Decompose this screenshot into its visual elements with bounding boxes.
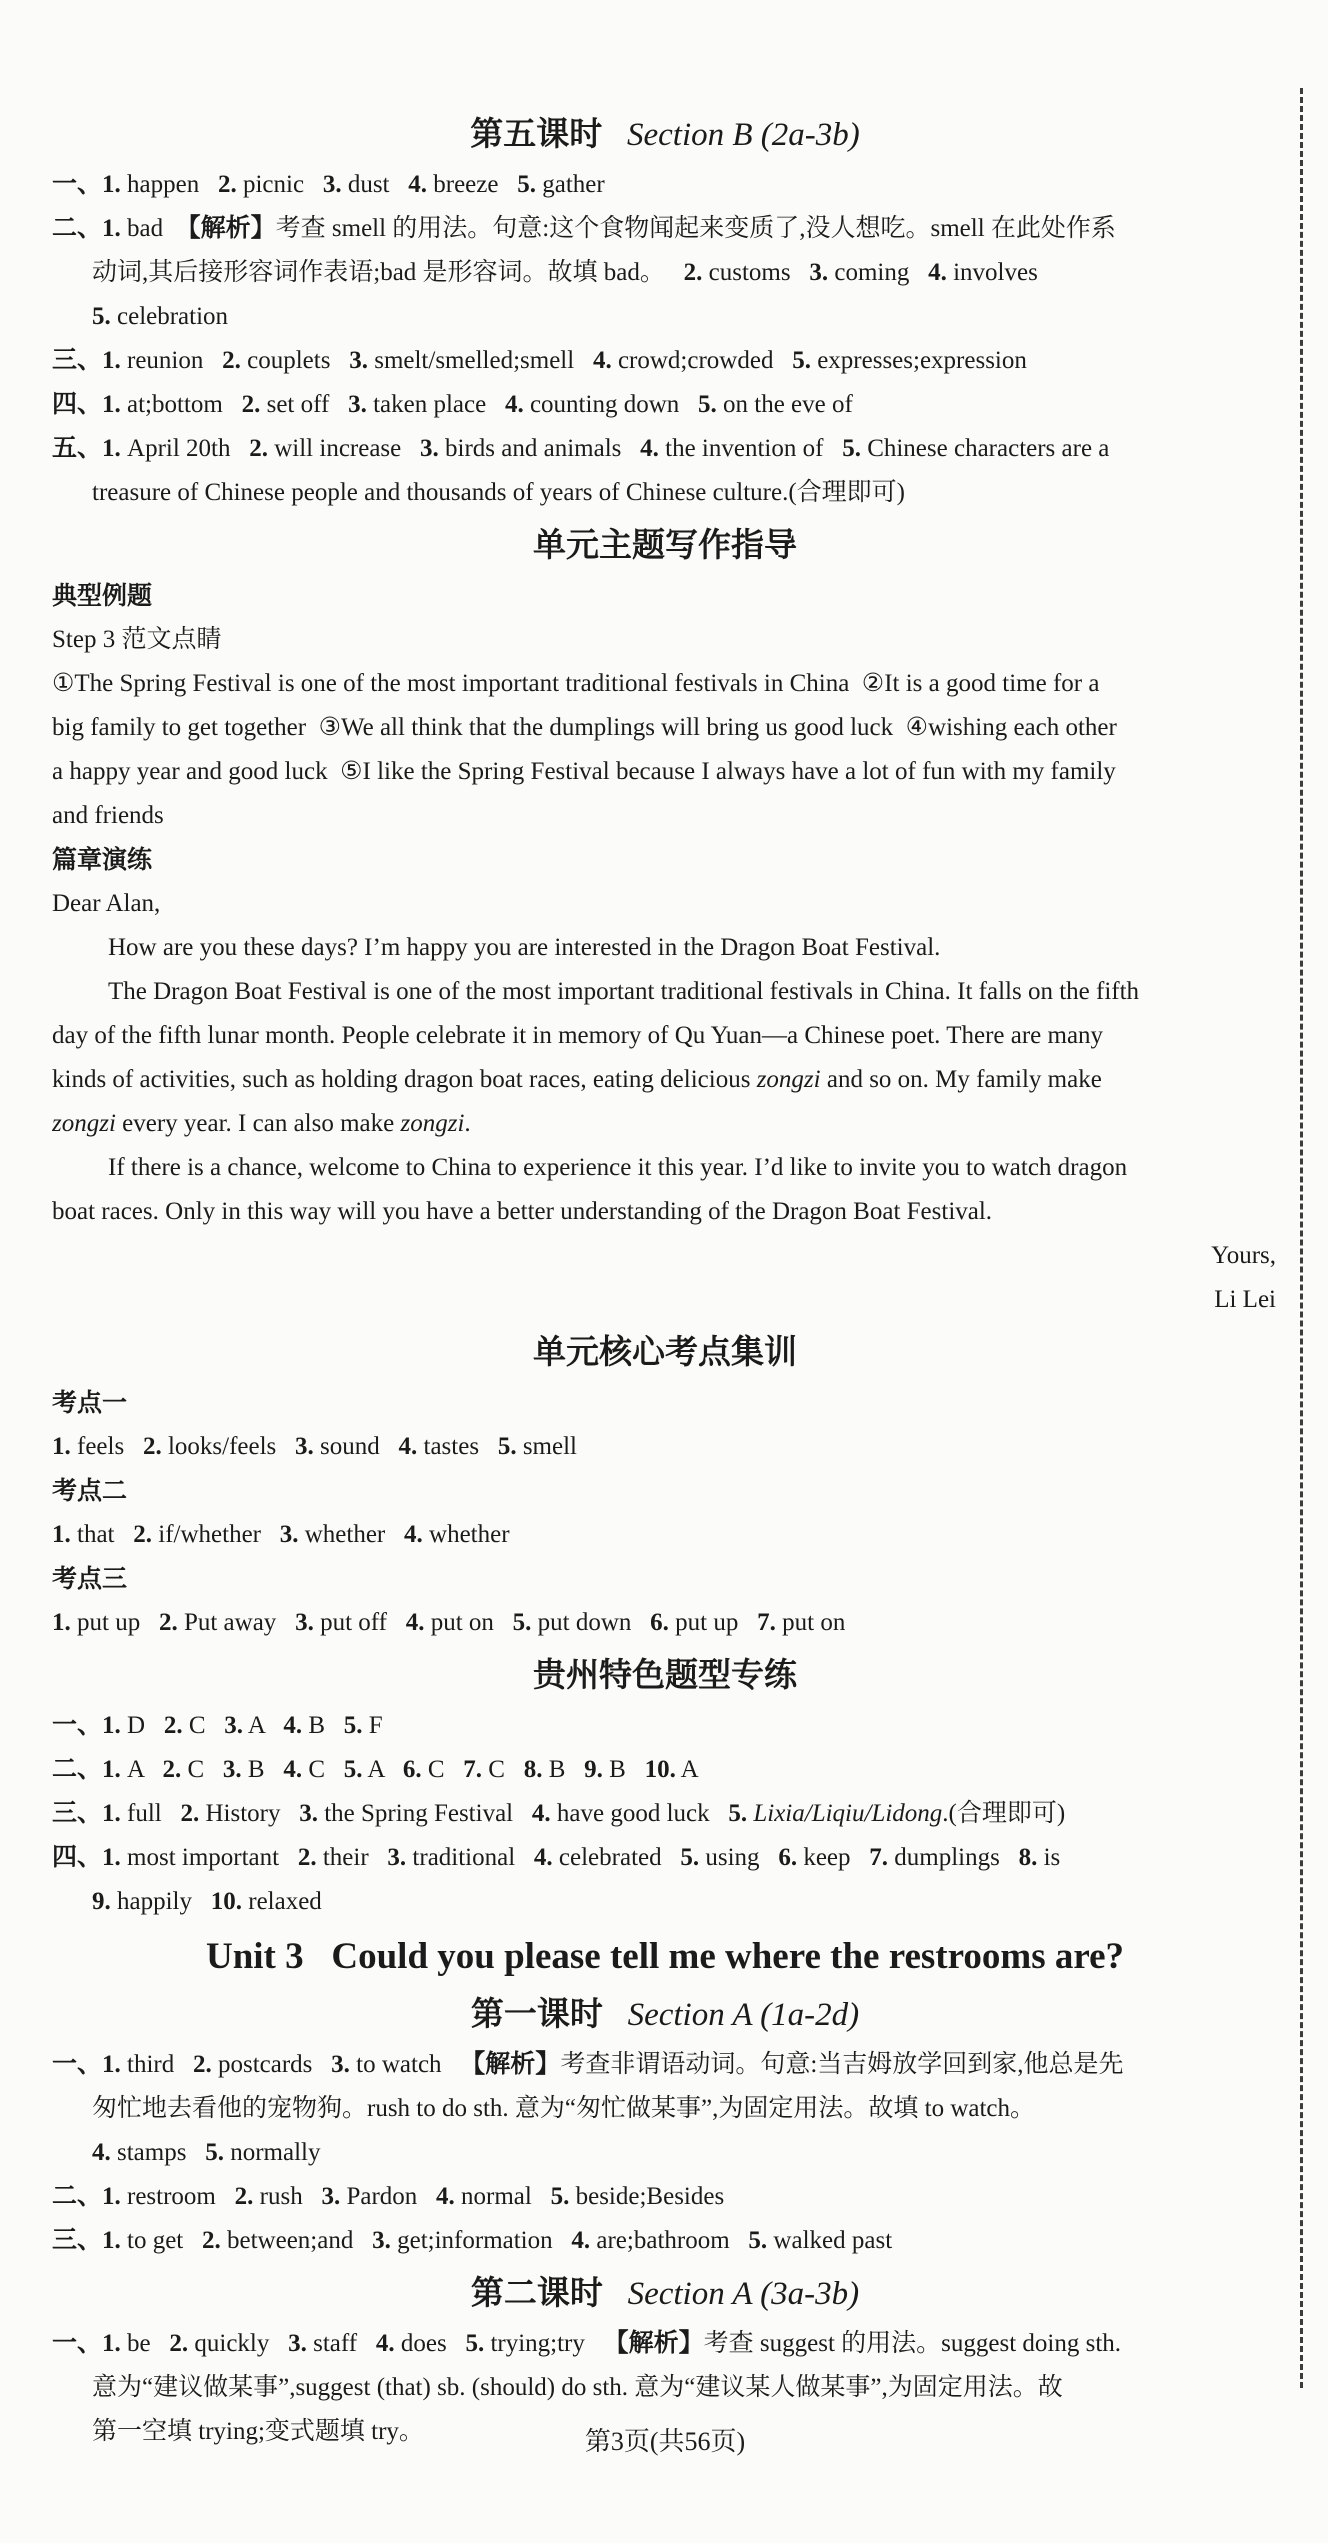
sec2-answers-line3 (52, 295, 1278, 339)
text-segment: Li Lei (1214, 1286, 1276, 1313)
text-segment: 5. (728, 1800, 748, 1827)
text-segment: 3. (809, 259, 829, 286)
text-segment: 三、 (52, 1800, 103, 1827)
text-segment: 1. (102, 1844, 121, 1871)
text-segment: 5. (680, 1844, 700, 1871)
text-segment: 3. (279, 1521, 299, 1548)
text-segment: 2. (249, 435, 268, 462)
typical-example-label (52, 574, 1278, 618)
text-segment: 5. (517, 171, 536, 198)
text-segment: boat races. Only in this way will you have a better understanding of the Dragon Boat Festival. (52, 1198, 993, 1225)
letter-para2-line2 (52, 1014, 1278, 1058)
text-segment: 2. (162, 1756, 182, 1783)
u3-sec1-answers-line2 (52, 2087, 1278, 2131)
u3-sec2-answers (52, 2175, 1278, 2219)
text-segment: 3. (224, 1712, 244, 1739)
text-segment: 1. (102, 1756, 121, 1783)
text-segment: 10. (210, 1888, 242, 1915)
text-segment: Lixia/Liqiu/Lidong (753, 1800, 943, 1827)
text-segment: couplets (240, 347, 350, 374)
text-segment: 一、 (52, 2330, 103, 2357)
text-segment: April 20th (120, 435, 250, 462)
text-segment: kinds of activities, such as holding dragon boat races, eating delicious (52, 1066, 757, 1093)
text-segment: happily (110, 1888, 211, 1915)
text-segment: will increase (267, 435, 421, 462)
text-segment: the Spring Festival (317, 1800, 532, 1827)
text-segment: dust (341, 171, 409, 198)
text-segment: Chinese characters are a (860, 435, 1110, 462)
text-segment: a happy year and good luck ⑤I like the Spring Festival because I always have a lot of fun with my family (52, 758, 1116, 785)
text-segment: 三、 (52, 2227, 103, 2254)
text-segment: 4. (405, 1609, 425, 1636)
sec3-answers (52, 339, 1278, 383)
text-segment: 【解析】 (460, 2051, 561, 2078)
text-segment: 1. (102, 2227, 121, 2254)
text-segment: normal (454, 2183, 551, 2210)
text-segment: rush (253, 2183, 322, 2210)
text-segment: 一、 (52, 1712, 103, 1739)
letter-signature (52, 1278, 1278, 1322)
text-segment: C (421, 1756, 464, 1783)
text-segment: put down (531, 1609, 651, 1636)
text-segment: coming (828, 259, 929, 286)
unit3-heading (52, 1930, 1278, 1984)
text-segment: 2. (297, 1844, 317, 1871)
text-segment: 4. (408, 171, 427, 198)
text-segment: 3. (295, 1433, 314, 1460)
text-segment: 4. (436, 2183, 455, 2210)
text-segment: 考查非谓语动词。句意:当吉姆放学回到家,他总是先 (560, 2051, 1124, 2078)
text-segment: restroom (120, 2183, 235, 2210)
text-segment: 2. (169, 2330, 189, 2357)
text-segment: 2. (202, 2227, 221, 2254)
text-segment: does (394, 2330, 466, 2357)
text-segment: B (241, 1756, 284, 1783)
text-segment: 意为“建议做某事”,suggest (that) sb. (should) do sth. 意为“建议某人做某事”,为固定用法。故 (92, 2374, 1063, 2401)
text-segment: celebrated (552, 1844, 681, 1871)
letter-salutation (52, 882, 1278, 926)
text-segment: 典型例题 (52, 582, 153, 610)
text-segment: 5. (343, 1712, 363, 1739)
text-segment: 1. (102, 171, 121, 198)
text-segment: the invention of (658, 435, 843, 462)
text-segment: that (70, 1521, 134, 1548)
text-segment: 3. (222, 1756, 242, 1783)
text-segment: crowd;crowded (611, 347, 793, 374)
text-segment: 7. (463, 1756, 482, 1783)
sec4-answers (52, 383, 1278, 427)
u3-sec3-answers (52, 2219, 1278, 2263)
text-segment: 五、 (52, 435, 103, 462)
text-segment: Pardon (340, 2183, 437, 2210)
text-segment: big family to get together ③We all think that the dumplings will bring us good luck ④wishing each other (52, 714, 1117, 741)
text-segment: 10. (644, 1756, 676, 1783)
text-segment: reunion (120, 347, 223, 374)
sec2-answers-line1 (52, 207, 1278, 251)
text-segment: traditional (406, 1844, 534, 1871)
text-segment: to watch (349, 2051, 461, 2078)
text-segment: 5. (550, 2183, 570, 2210)
text-segment: 1. (102, 347, 121, 374)
text-segment: A (243, 1712, 284, 1739)
sec2-answers-line2 (52, 251, 1278, 295)
text-segment: day of the fifth lunar month. People celebrate it in memory of Qu Yuan—a Chinese poet. There are many (52, 1022, 1104, 1049)
text-segment: 1. (102, 391, 121, 418)
text-segment: 2. (241, 391, 261, 418)
text-segment: 5. (205, 2139, 224, 2166)
text-segment: 7. (869, 1844, 889, 1871)
lesson1-heading (52, 1989, 1278, 2040)
text-segment: and friends (52, 802, 164, 829)
text-segment: counting down (523, 391, 698, 418)
text-segment: stamps (110, 2139, 206, 2166)
text-segment: 4. (640, 435, 659, 462)
text-segment: 2. (142, 1433, 162, 1460)
text-segment: 3. (295, 1609, 314, 1636)
text-segment: staff (306, 2330, 376, 2357)
text-segment: 5. (842, 435, 861, 462)
text-segment: 1. (52, 1433, 71, 1460)
text-segment: gather (535, 171, 605, 198)
text-segment: treasure of Chinese people and thousands of years of Chinese culture.(合理即可) (92, 479, 905, 506)
text-segment: postcards (211, 2051, 332, 2078)
text-segment: 动词,其后接形容词作表语;bad 是形容词。故填 bad。 (92, 259, 684, 286)
gz-sec1-answers (52, 1704, 1278, 1748)
letter-para3-line2 (52, 1190, 1278, 1234)
text-segment: C (182, 1712, 225, 1739)
text-segment: smell (516, 1433, 577, 1460)
text-segment: sound (313, 1433, 399, 1460)
text-segment: 第一空填 trying;变式题填 try。 (92, 2418, 424, 2445)
text-segment: whether (298, 1521, 405, 1548)
text-segment: 5. (465, 2330, 485, 2357)
text-segment (603, 1997, 628, 2033)
text-segment: 单元核心考点集训 (533, 1333, 797, 1370)
text-segment: C (302, 1756, 344, 1783)
text-segment: 4. (531, 1800, 551, 1827)
text-segment: between;and (220, 2227, 373, 2254)
text-segment: 4. (283, 1712, 303, 1739)
core-points-heading (52, 1327, 1278, 1378)
text-segment: 篇章演练 (52, 846, 153, 874)
sec5-answers-line1 (52, 427, 1278, 471)
text-segment: If there is a chance, welcome to China to experience it this year. I’d like to invite you to watch dragon (108, 1154, 1128, 1181)
text-segment: on the eve of (716, 391, 853, 418)
text-segment: 6. (402, 1756, 422, 1783)
text-segment: put up (70, 1609, 159, 1636)
text-segment: 二、 (52, 1756, 103, 1783)
text-segment: 考点三 (52, 1565, 128, 1593)
text-segment: 2. (192, 2051, 212, 2078)
u3l2-sec1-answers-line2 (52, 2366, 1278, 2410)
text-segment: set off (260, 391, 349, 418)
point1-label (52, 1381, 1278, 1425)
text-segment: 四、 (52, 1844, 103, 1871)
text-segment: 5. (92, 303, 111, 330)
sec1-answers (52, 163, 1278, 207)
point2-answers (52, 1513, 1278, 1557)
text-segment: zongzi (400, 1110, 465, 1137)
letter-para2-line1 (52, 970, 1278, 1014)
sec5-answers-line2 (52, 471, 1278, 515)
text-segment: F (362, 1712, 383, 1739)
text-segment: be (120, 2330, 170, 2357)
text-segment: 3. (372, 2227, 391, 2254)
text-segment: 9. (92, 1888, 111, 1915)
text-segment: 一、 (52, 171, 103, 198)
letter-para2-line4 (52, 1102, 1278, 1146)
text-segment: 第一课时 (470, 1995, 603, 2032)
page-edge-dashed-line (1300, 88, 1303, 2388)
point3-answers (52, 1601, 1278, 1645)
text-segment: 单元主题写作指导 (533, 526, 797, 563)
text-segment: Section A (3a-3b) (627, 2276, 860, 2312)
text-segment: 三、 (52, 347, 103, 374)
text-segment: breeze (427, 171, 518, 198)
text-segment: 3. (348, 391, 367, 418)
text-segment: B (602, 1756, 645, 1783)
letter-para2-line3 (52, 1058, 1278, 1102)
text-segment: 一、 (52, 2051, 103, 2078)
text-segment: 考查 suggest 的用法。suggest doing sth. (703, 2330, 1122, 2357)
text-segment: relaxed (242, 1888, 322, 1915)
text-segment: B (302, 1712, 344, 1739)
u3-sec1-answers-line1 (52, 2043, 1278, 2087)
text-segment: 2. (683, 259, 703, 286)
text-segment: customs (702, 259, 810, 286)
text-segment: happen (120, 171, 218, 198)
text-segment: . (464, 1110, 471, 1137)
text-segment: 5. (748, 2227, 768, 2254)
text-segment: 3. (299, 1800, 318, 1827)
text-segment: The Dragon Boat Festival is one of the most important traditional festivals in China. It falls on the fifth (108, 978, 1140, 1005)
lesson5-heading (52, 109, 1278, 160)
text-segment (603, 2276, 628, 2312)
lesson2-heading (52, 2268, 1278, 2319)
text-segment: and so on. My family make (820, 1066, 1102, 1093)
text-segment: 四、 (52, 391, 103, 418)
text-segment: 3. (349, 347, 368, 374)
content (52, 104, 1278, 2454)
text-segment: smelt/smelled;smell (367, 347, 593, 374)
text-segment: 3. (387, 1844, 407, 1871)
text-segment: 2. (180, 1800, 200, 1827)
text-segment: Dear Alan, (52, 890, 161, 917)
text-segment: 2. (163, 1712, 183, 1739)
text-segment: 4. (404, 1521, 423, 1548)
text-segment: 5. (512, 1609, 532, 1636)
text-segment: 4. (928, 259, 947, 286)
essay-practice-label (52, 838, 1278, 882)
text-segment: if/whether (152, 1521, 280, 1548)
text-segment: How are you these days? I’m happy you are interested in the Dragon Boat Festival. (108, 934, 941, 961)
text-segment: is (1037, 1844, 1061, 1871)
text-segment: D (120, 1712, 164, 1739)
text-segment: 4. (592, 347, 612, 374)
text-segment (602, 117, 627, 153)
text-segment: 4. (533, 1844, 553, 1871)
text-segment: Put away (177, 1609, 296, 1636)
text-segment: 二、 (52, 2183, 103, 2210)
text-segment: 6. (778, 1844, 798, 1871)
text-segment: 3. (322, 171, 342, 198)
text-segment: C (482, 1756, 524, 1783)
text-segment: 4. (375, 2330, 395, 2357)
step3-line (52, 618, 1278, 662)
point3-label (52, 1557, 1278, 1601)
text-segment: Section B (2a-3b) (626, 117, 860, 153)
text-segment: 3. (331, 2051, 350, 2078)
text-segment: C (181, 1756, 223, 1783)
text-segment: 【解析】 (175, 215, 276, 242)
text-segment: ①The Spring Festival is one of the most important traditional festivals in China ②It is a good time for a (52, 670, 1100, 697)
text-segment: 考查 smell 的用法。句意:这个食物闻起来变质了,没人想吃。smell 在此处作系 (275, 215, 1116, 242)
text-segment: their (316, 1844, 388, 1871)
text-segment: 第二课时 (470, 2274, 603, 2311)
guizhou-heading (52, 1650, 1278, 1701)
text-segment: 4. (504, 391, 524, 418)
text-segment: 考点一 (52, 1389, 128, 1417)
text-segment: quickly (188, 2330, 289, 2357)
text-segment: 5. (792, 347, 811, 374)
text-segment: have good luck (550, 1800, 729, 1827)
text-segment: 4. (283, 1756, 303, 1783)
text-segment: keep (797, 1844, 870, 1871)
gz-sec2-answers (52, 1748, 1278, 1792)
text-segment: Unit 3 Could you please tell me where the restrooms are? (205, 1936, 1125, 1977)
text-segment: put on (424, 1609, 513, 1636)
text-segment: 2. (222, 347, 241, 374)
letter-para3-line1 (52, 1146, 1278, 1190)
text-segment: 9. (584, 1756, 603, 1783)
text-segment: 7. (757, 1609, 776, 1636)
text-segment: 1. (102, 2051, 121, 2078)
text-segment: taken place (366, 391, 505, 418)
text-segment: to get (120, 2227, 203, 2254)
text-segment: 贵州特色题型专练 (533, 1656, 797, 1693)
text-segment: 1. (102, 2183, 121, 2210)
text-segment: put on (775, 1609, 846, 1636)
text-segment: trying;try (484, 2330, 604, 2357)
text-segment: 【解析】 (603, 2330, 704, 2357)
text-segment: B (542, 1756, 585, 1783)
text-segment: 6. (650, 1609, 669, 1636)
text-segment: looks/feels (161, 1433, 296, 1460)
point1-answers (52, 1425, 1278, 1469)
text-segment: picnic (236, 171, 323, 198)
text-segment: 2. (234, 2183, 254, 2210)
text-segment: 2. (217, 171, 237, 198)
text-segment: tastes (417, 1433, 498, 1460)
text-segment: bad (120, 215, 176, 242)
u3-sec1-answers-line3 (52, 2131, 1278, 2175)
text-segment: 8. (1018, 1844, 1038, 1871)
text-segment: Step 3 范文点睛 (52, 626, 222, 653)
text-segment: 1. (102, 1800, 121, 1827)
text-segment: third (120, 2051, 193, 2078)
text-segment: 二、 (52, 215, 103, 242)
text-segment: 5. (497, 1433, 517, 1460)
text-segment: 4. (398, 1433, 418, 1460)
text-segment: 3. (321, 2183, 341, 2210)
text-segment: involves (946, 259, 1038, 286)
text-segment: 4. (92, 2139, 111, 2166)
letter-closing (52, 1234, 1278, 1278)
text-segment: .(合理即可) (942, 1800, 1066, 1827)
text-segment: History (199, 1800, 300, 1827)
text-segment: 1. (52, 1521, 71, 1548)
text-segment: 2. (158, 1609, 178, 1636)
text-segment: Section A (1a-2d) (627, 1997, 860, 2033)
letter-para1 (52, 926, 1278, 970)
model-sentences-line1 (52, 662, 1278, 706)
u3l2-sec1-answers-line1 (52, 2322, 1278, 2366)
text-segment: celebration (110, 303, 229, 330)
text-segment: Yours, (1211, 1242, 1276, 1269)
text-segment: 匆忙地去看他的宠物狗。rush to do sth. 意为“匆忙做某事”,为固定用法。故填 to watch。 (92, 2095, 1036, 2122)
text-segment: dumplings (888, 1844, 1019, 1871)
text-segment: 1. (52, 1609, 71, 1636)
text-segment: walked past (767, 2227, 893, 2254)
text-segment: 1. (102, 435, 121, 462)
gz-sec4-answers-line2 (52, 1880, 1278, 1924)
text-segment: feels (70, 1433, 143, 1460)
text-segment: expresses;expression (810, 347, 1027, 374)
text-segment: beside;Besides (569, 2183, 725, 2210)
text-segment: 2. (133, 1521, 152, 1548)
point2-label (52, 1469, 1278, 1513)
text-segment: 4. (571, 2227, 591, 2254)
text-segment: zongzi (756, 1066, 821, 1093)
text-segment: 5. (698, 391, 717, 418)
text-segment: 3. (420, 435, 439, 462)
text-segment: get;information (390, 2227, 572, 2254)
writing-guide-heading (52, 520, 1278, 571)
text-segment: A (120, 1756, 163, 1783)
text-segment: zongzi (52, 1110, 116, 1137)
text-segment: most important (120, 1844, 298, 1871)
text-segment: 第五课时 (470, 115, 603, 152)
text-segment: 1. (102, 2330, 121, 2357)
gz-sec4-answers-line1 (52, 1836, 1278, 1880)
text-segment: 1. (102, 1712, 121, 1739)
text-segment: put off (313, 1609, 406, 1636)
text-segment: are;bathroom (590, 2227, 749, 2254)
text-segment: using (699, 1844, 779, 1871)
text-segment: birds and animals (438, 435, 641, 462)
text-segment: whether (422, 1521, 510, 1548)
model-sentences-line4 (52, 794, 1278, 838)
text-segment: every year. I can also make (115, 1110, 401, 1137)
text-segment: normally (223, 2139, 321, 2166)
text-segment: A (675, 1756, 699, 1783)
text-segment: 8. (523, 1756, 543, 1783)
text-segment: at;bottom (120, 391, 242, 418)
text-segment: full (120, 1800, 181, 1827)
gz-sec3-answers (52, 1792, 1278, 1836)
model-sentences-line3 (52, 750, 1278, 794)
text-segment: 5. (343, 1756, 363, 1783)
text-segment: put up (668, 1609, 758, 1636)
text-segment: A (362, 1756, 403, 1783)
text-segment: 1. (102, 215, 121, 242)
text-segment: 3. (288, 2330, 307, 2357)
text-segment: 考点二 (52, 1477, 128, 1505)
page-footer: 第3页(共56页) (584, 2427, 746, 2456)
model-sentences-line2 (52, 706, 1278, 750)
